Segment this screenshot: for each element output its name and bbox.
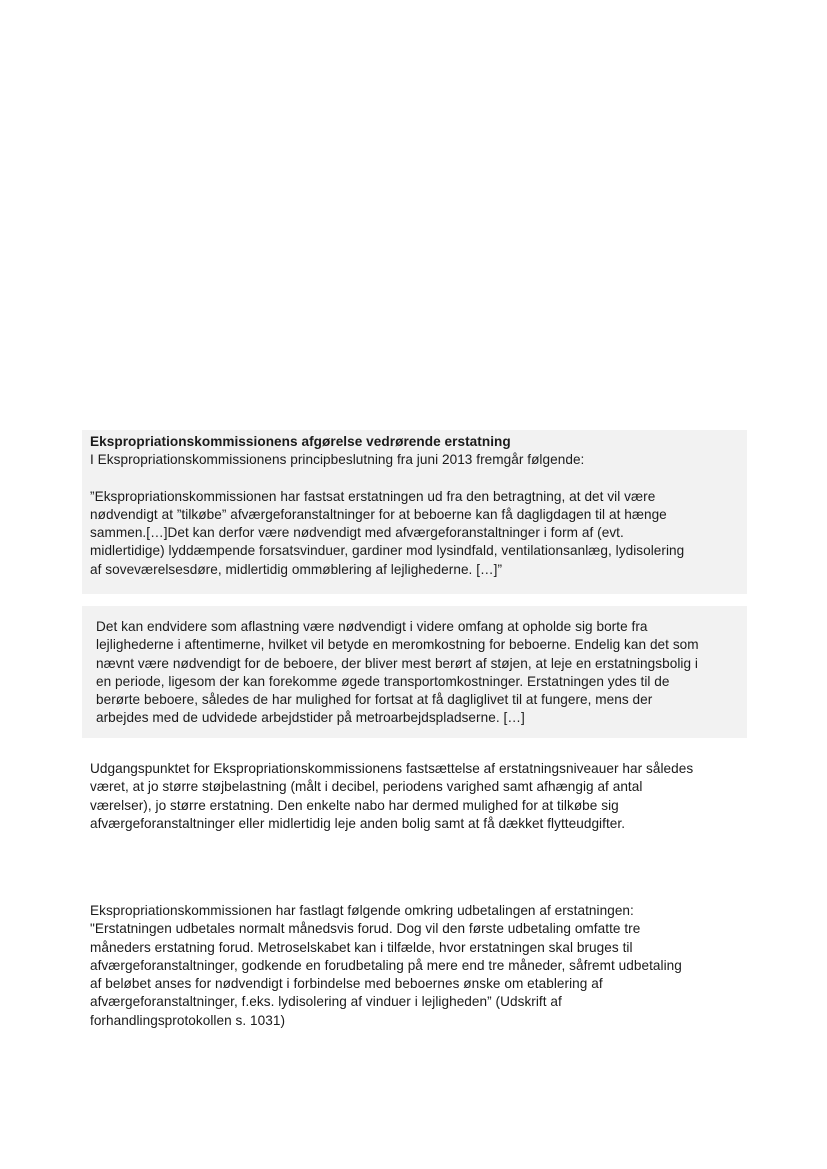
text-line: afværgeforanstaltninger eller midlertidig leje anden bolig samt at få dækket flytteudgifter. [90,815,626,831]
text-line: afværgeforanstaltninger, f.eks. lydisolering af vinduer i lejligheden” (Udskrift af [90,994,562,1010]
text-line: Ekspropriationskommissionen har fastlagt følgende omkring udbetalingen af erstatningen: [90,903,634,918]
quote-line: ”Ekspropriationskommissionen har fastsat erstatningen ud fra den betragtning, at det vil være [90,488,656,504]
quote-line: arbejdes med de udvidede arbejdstider på metroarbejdspladserne. […] [96,710,525,726]
quote-line: berørte beboere, således de har mulighed for fortsat at få dagliglivet til at fungere, mens der [96,692,653,708]
payment-paragraph [82,902,747,1030]
text-line: "Erstatningen udbetales normalt månedsvis forud. Dog vil den første udbetaling omfatte tre [90,921,641,937]
quote-line: sammen.[…]Det kan derfor være nødvendigt med afværgeforanstaltninger i form af (evt. [90,525,624,541]
text-line: værelser), jo større erstatning. Den enkelte nabo har dermed mulighed for at tilkøbe sig [90,797,619,813]
quote-line: nævnt være nødvendigt for de beboere, der bliver mest berørt af støjen, at leje en erstatningsbolig i [96,655,698,671]
text-line: afværgeforanstaltninger, godkende en forudbetaling på mere end tre måneder, såfremt udbetaling [90,957,682,973]
text-line: forhandlingsprotokollen s. 1031) [90,1012,286,1028]
quote-line: nødvendigt at ”tilkøbe” afværgeforanstaltninger for at beboerne kan få dagligdagen til at hænge [90,506,667,522]
quote-line: en periode, ligesom der kan forekomme øgede transportomkostninger. Erstatningen ydes til de [96,673,670,689]
intro-paragraph: I Ekspropriationskommissionens principbeslutning fra juni 2013 fremgår følgende: [90,452,585,468]
quote-continuation-section [82,606,747,738]
compensation-basis-paragraph [82,760,747,833]
quote-line: af soveværelsesdøre, midlertidig ommøblering af lejlighederne. […]” [90,561,503,577]
quote-line: Det kan endvidere som aflastning være nødvendigt i videre omfang at opholde sig borte fra [96,619,648,634]
text-line: Udgangspunktet for Ekspropriationskommissionens fastsættelse af erstatningsniveauer har således [90,761,694,776]
quote-line: lejlighederne i aftentimerne, hvilket vil betyde en meromkostning for beboerne. Endelig kan det som [96,637,699,653]
decision-section [82,430,747,594]
quote-line: midlertidige) lyddæmpende forsatsvinduer, gardiner mod lysindfald, ventilationsanlæg, lydisolering [90,543,685,559]
text-line: været, at jo større støjbelastning (målt i decibel, periodens varighed samt afhængig af antal [90,779,643,795]
text-line: af beløbet anses for nødvendigt i forbindelse med beboernes ønske om etablering af [90,976,603,992]
text-line: måneders erstatning forud. Metroselskabet kan i tilfælde, hvor erstatningen skal bruges til [90,939,633,955]
section-heading: Ekspropriationskommissionens afgørelse vedrørende erstatning [90,434,511,449]
paragraph-gap [90,470,741,488]
